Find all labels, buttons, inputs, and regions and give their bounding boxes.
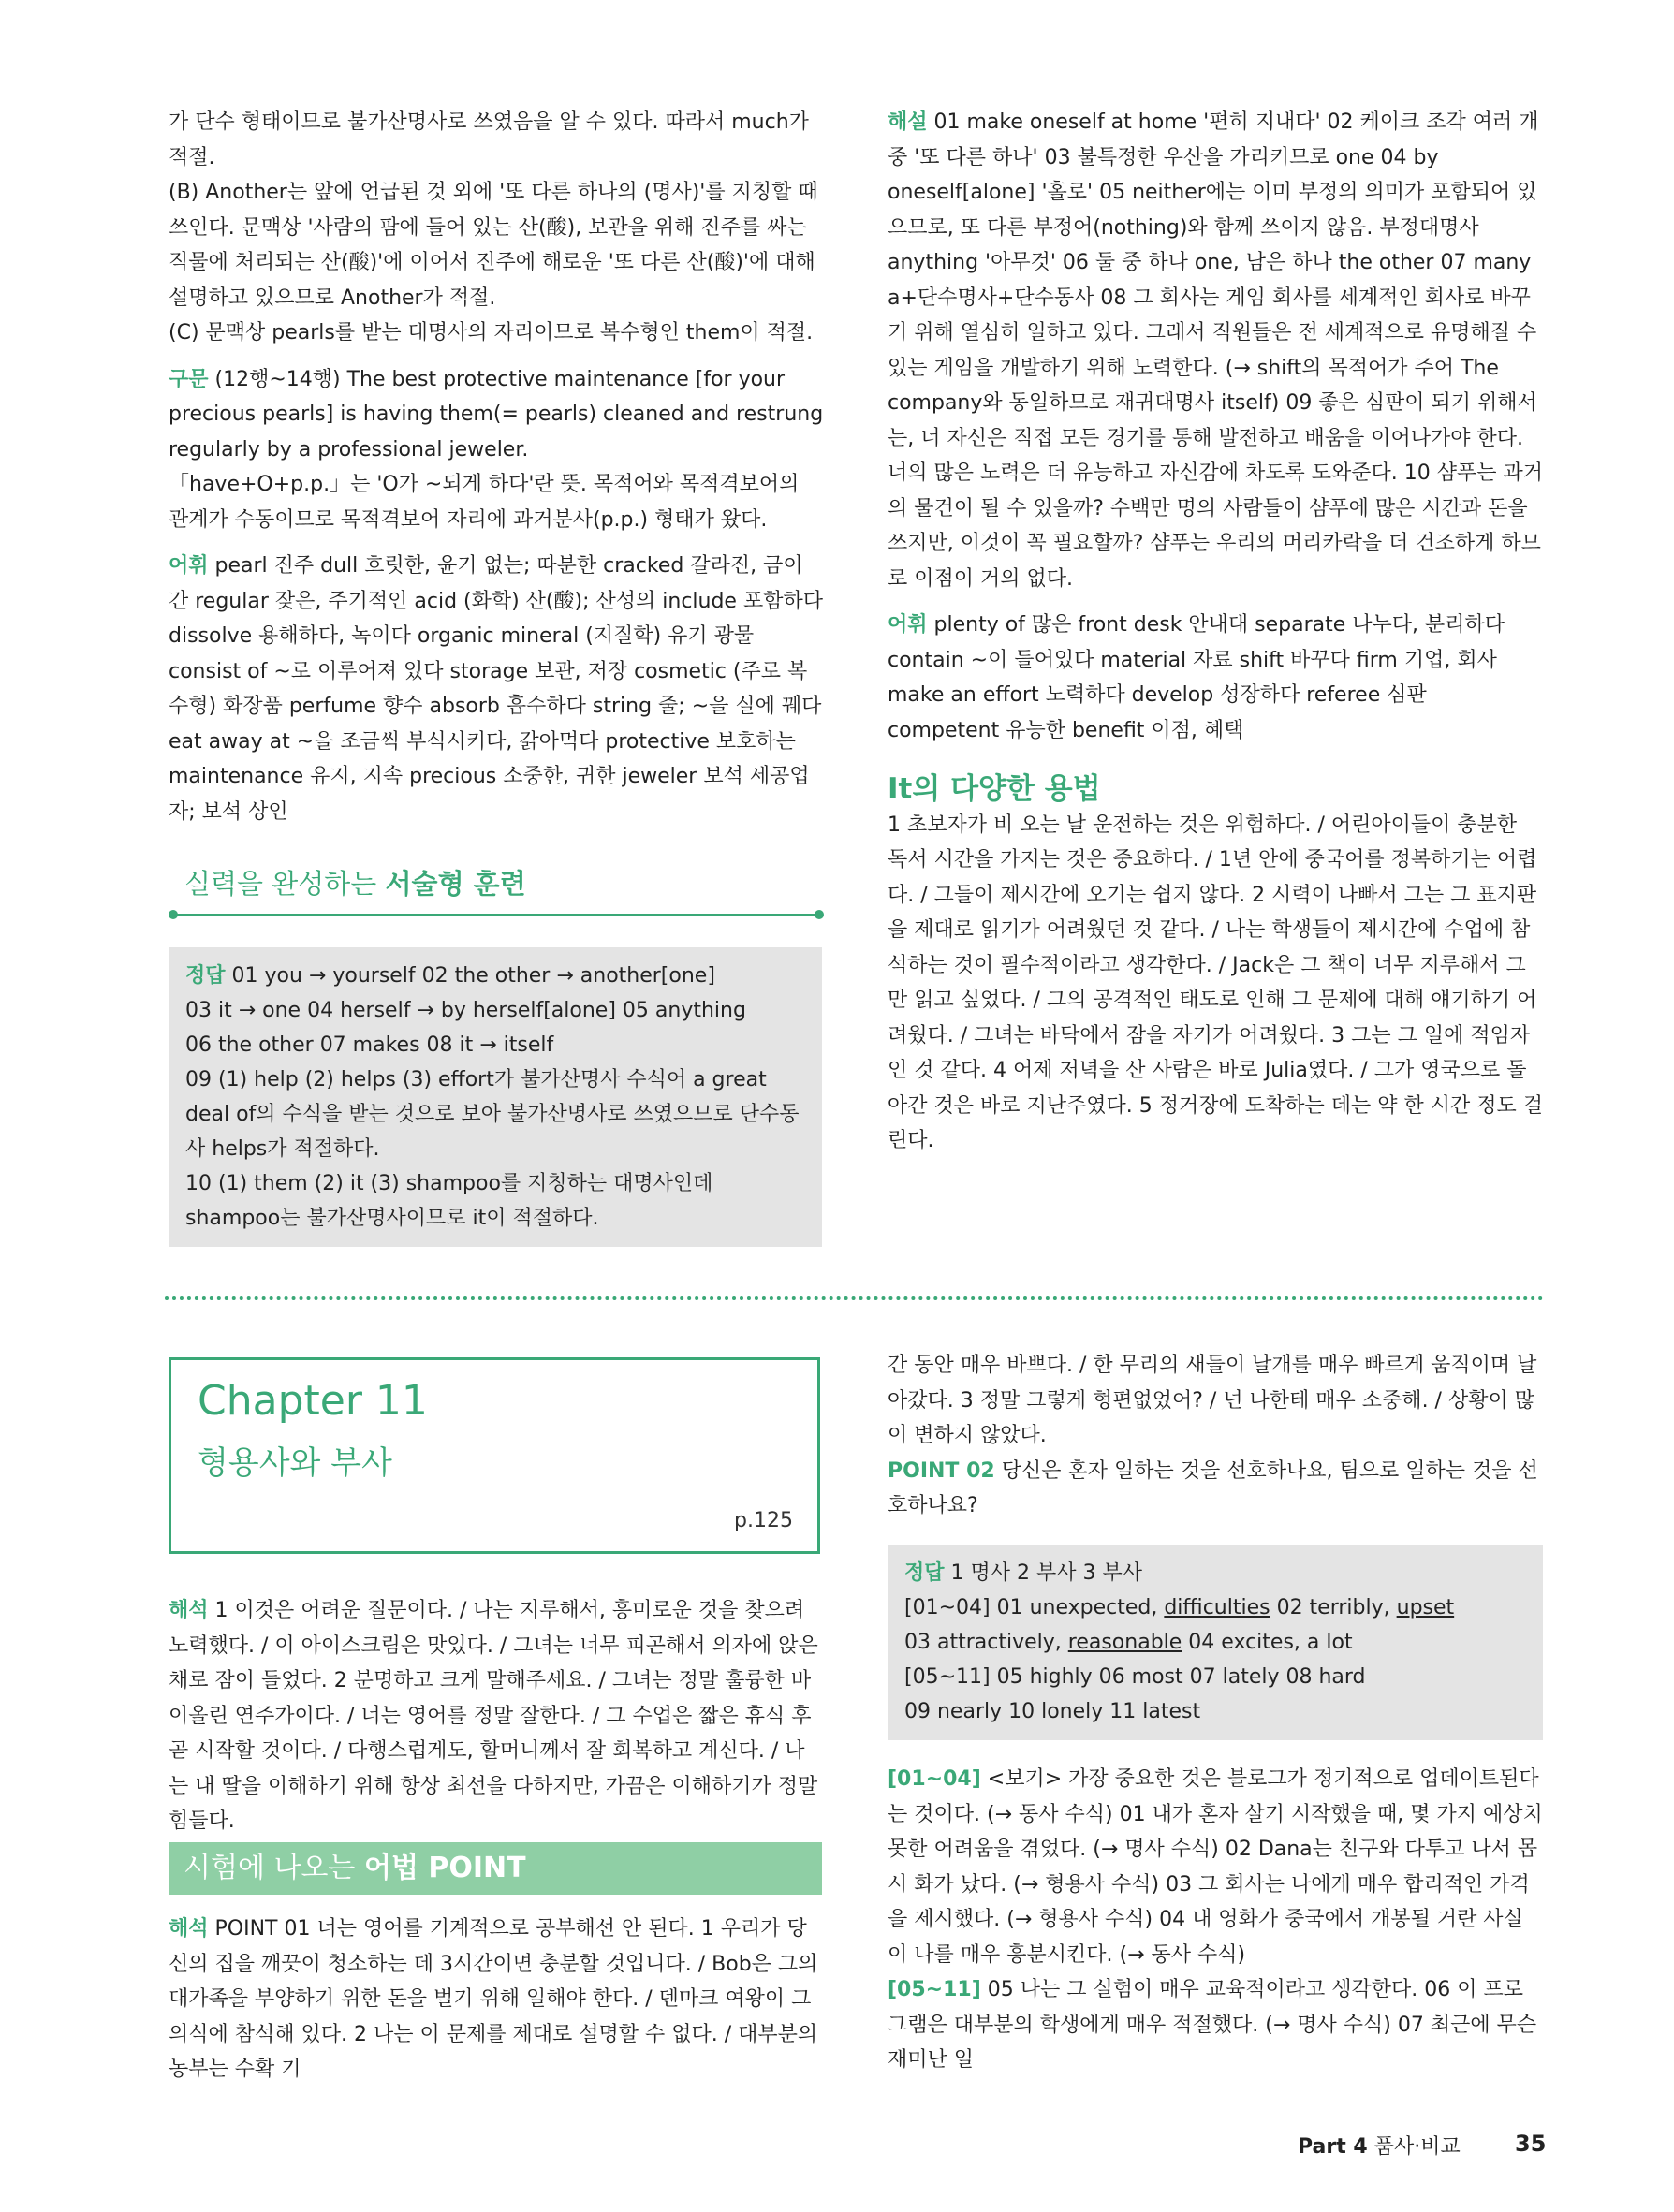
answer-line: [05~11] 05 highly 06 most 07 lately 08 hard (904, 1665, 1366, 1689)
writing-section-title (184, 863, 526, 901)
explanation-group (888, 1762, 1543, 1972)
vocabulary (888, 608, 1543, 748)
continued-text: 간 동안 매우 바쁘다. / 한 무리의 새들이 날개를 매우 빠르게 움직이며 날아갔다. 3 정말 그렇게 형편없었어? / 넌 나한테 매우 소중해. / 상황이 많이 변하지 않았다. (888, 1354, 1537, 1447)
underlined-answer: upset (1396, 1596, 1455, 1619)
point02-label: POINT 02 (888, 1458, 995, 1483)
writing-title-bold: 서술형 훈련 (385, 868, 526, 900)
left-column-point (169, 1912, 824, 2087)
answer-label: 정답 (904, 1561, 945, 1585)
paragraph: (C) 문맥상 pearls를 받는 대명사의 자리이므로 복수형인 them이 적절. (169, 321, 814, 344)
answer-line (185, 959, 805, 993)
underlined-answer: reasonable (1067, 1631, 1182, 1654)
explanation-group (888, 1972, 1543, 2078)
chapter-box (169, 1357, 820, 1554)
paragraph: (B) Another는 앞에 언급된 것 외에 '또 다른 하나의 (명사)'를 지칭할 때 쓰인다. 문맥상 '사람의 팜에 들어 있는 산(酸), 보관을 위해 진주를 싸는 직물에 처리되는 산(酸)'에 이어서 진주에 해로운 '또 다른 산(酸)'에 대해 설명하고 있으므로 Another가 적절. (169, 181, 818, 310)
explanation-range-label: [05~11] (888, 1978, 981, 2001)
footer (1298, 2131, 1461, 2160)
vocabulary-label: 어휘 (169, 554, 209, 578)
explanation (888, 105, 1543, 596)
vocabulary (169, 549, 824, 829)
right-column-bottom (888, 1348, 1543, 1524)
right-column-explanations (888, 1762, 1543, 2078)
point02 (888, 1454, 1543, 1524)
explanation-text: 05 나는 그 실험이 매우 교육적이라고 생각한다. 06 이 프로그램은 대부분의 학생에게 매우 적절했다. (→ 명사 수식) 07 최근에 무슨 재미난 일 (888, 1978, 1537, 2072)
explanation-text: 01 make oneself at home '편히 지내다' 02 케이크 조각 여러 개 중 '또 다른 하나' 03 불특정한 우산을 가리키므로 one 04 by oneself[alone] '홀로' 05 neither에는 이미 부정의 의미가 포함되어 있으므로, 또 다른 부정어(nothing)와 함께 쓰이지 않음. 부정대명사 anything '아무것' 06 둘 중 하나 one, 남은 하나 the other 07 many a+단수명사+단수동사 08 그 회사는 게임 회사를 세계적인 회사로 바꾸기 위해 열심히 일하고 있다. 그래서 직원들은 전 세계적으로 유명해질 수 있는 게임을 개발하기 위해 노력한다. (→ shift의 목적어가 주어 The company와 동일하므로 재귀대명사 itself) 09 좋은 심판이 되기 위해서는, 너 자신은 직접 모든 경기를 통해 발전하고 배움을 이어나가야 한다. 너의 많은 노력은 더 유능하고 자신감에 차도록 도와준다. 10 샴푸는 과거의 물건이 될 수 있을까? 수백만 명의 사람들이 샴푸에 많은 시간과 돈을 쓰지만, 이것이 꼭 필요할까? 샴푸는 우리의 머리카락을 더 건조하게 하므로 이점이 거의 없다. (888, 110, 1543, 591)
explanation-range-label: [01~04] (888, 1767, 981, 1791)
section-divider (172, 914, 820, 916)
answer-text: 03 attractively, (904, 1631, 1068, 1654)
explanation-text: <보기> 가장 중요한 것은 블로그가 정기적으로 업데이트된다는 것이다. (→ 동사 수식) 01 내가 혼자 살기 시작했을 때, 몇 가지 예상치 못한 어려움을 겪었다. (→ 명사 수식) 02 Dana는 친구와 다투고 나서 몹시 화가 났다. (→ 형용사 수식) 03 그 회사는 나에게 매우 합리적인 가격을 제시했다. (→ 형용사 수식) 04 내 영화가 중국에서 개봉될 거란 사실이 나를 매우 흥분시킨다. (→ 동사 수식) (888, 1767, 1543, 1967)
answer-line: 03 it → one 04 herself → by herself[alone] 05 anything (185, 999, 746, 1022)
answer-text: 02 terribly, (1270, 1596, 1397, 1619)
left-column-top (169, 105, 824, 829)
page-separator (165, 1296, 1544, 1300)
writing-answer-box (169, 947, 822, 1247)
vocabulary-text: pearl 진주 dull 흐릿한, 윤기 없는; 따분한 cracked 갈라진, 금이 간 regular 잦은, 주기적인 acid (화학) 산(酸); 산성의 include 포함하다 dissolve 용해하다, 녹이다 organic mineral (지질학) 유기 광물 consist of ~로 이루어져 있다 storage 보관, 저장 cosmetic (주로 복수형) 화장품 perfume 향수 absorb 흡수하다 string 줄; ~을 실에 꿰다 eat away at ~을 조금씩 부식시키다, 갉아먹다 protective 보호하는 maintenance 유지, 지속 precious 소중한, 귀한 jeweler 보석 세공업자; 보석 상인 (169, 554, 823, 824)
answer-text: 1 명사 2 부사 3 부사 (950, 1561, 1142, 1585)
right-column-top (888, 105, 1543, 1159)
vocabulary-text: plenty of 많은 front desk 안내대 separate 나누다, 분리하다 contain ~이 들어있다 material 자료 shift 바꾸다 firm 기업, 회사 make an effort 노력하다 develop 성장하다 referee 심판 competent 유능한 benefit 이점, 혜택 (888, 613, 1505, 742)
chapter-answer-box (888, 1545, 1543, 1740)
answer-text: [01~04] 01 unexpected, (904, 1596, 1165, 1619)
chapter-title: Chapter 11 (198, 1377, 428, 1425)
left-column-bottom (169, 1593, 824, 1839)
answer-line: 10 (1) them (2) it (3) shampoo를 지칭하는 대명사인데 shampoo는 불가산명사이므로 it이 적절하다. (185, 1172, 713, 1230)
it-usage-title: It의 다양한 용법 (888, 772, 1101, 806)
translation-text: 1 이것은 어려운 질문이다. / 나는 지루해서, 흥미로운 것을 찾으려 노력했다. / 이 아이스크림은 맛있다. / 그녀는 너무 피곤해서 의자에 앉은 채로 잠이 들었다. 2 분명하고 크게 말해주세요. / 그녀는 정말 훌륭한 바이올린 연주가이다. / 너는 영어를 정말 잘한다. / 그 수업은 짧은 휴식 후 곧 시작할 것이다. / 다행스럽게도, 할머니께서 잘 회복하고 계신다. / 나는 내 딸을 이해하기 위해 항상 최선을 다하지만, 가끔은 이해하기가 정말 힘들다. (169, 1599, 818, 1833)
chapter-subtitle: 형용사와 부사 (198, 1444, 392, 1482)
page-number: 35 (1515, 2131, 1547, 2157)
underlined-answer: difficulties (1164, 1596, 1270, 1619)
answer-label: 정답 (185, 964, 226, 988)
bar-title-bold: 어법 POINT (363, 1852, 526, 1884)
point02-text: 당신은 혼자 일하는 것을 선호하나요, 팀으로 일하는 것을 선호하나요? (888, 1458, 1538, 1517)
answer-line: 09 (1) help (2) helps (3) effort가 불가산명사 수식어 a great deal of의 수식을 받는 것으로 보아 불가산명사로 쓰였으므로 단수동사 helps가 적절하다. (185, 1068, 800, 1161)
bar-title-plain: 시험에 나오는 (184, 1852, 356, 1884)
point-translation (169, 1912, 824, 2087)
paragraph: 가 단수 형태이므로 불가산명사로 쓰였음을 알 수 있다. 따라서 much가 적절. (169, 110, 809, 169)
grammar-point-bar (169, 1842, 822, 1895)
answer-line: 09 nearly 10 lonely 11 latest (904, 1700, 1201, 1723)
point-translation-text: POINT 01 너는 영어를 기계적으로 공부해선 안 된다. 1 우리가 당신의 집을 깨끗이 청소하는 데 3시간이면 충분할 것입니다. / Bob은 그의 대가족을 부양하기 위한 돈을 벌기 위해 일해야 한다. / 덴마크 여왕이 그 의식에 참석해 있다. 2 나는 이 문제를 제대로 설명할 수 없다. / 대부분의 농부는 수확 기 (169, 1917, 818, 2081)
answer-text: 04 excites, (1182, 1631, 1307, 1654)
structure-note (169, 362, 824, 468)
explanation-label: 해설 (888, 110, 928, 134)
it-usage-text: 1 초보자가 비 오는 날 운전하는 것은 위험하다. / 어린아이들이 충분한 독서 시간을 가지는 것은 중요하다. / 1년 안에 중국어를 정복하기는 어렵다. / 그들이 제시간에 오기는 쉽지 않다. 2 시력이 나빠서 그는 그 표지판을 제대로 읽기가 어려웠던 것 같다. / 나는 학생들이 제시간에 수업에 참석하는 것이 필수적이라고 생각한다. / Jack은 그 책이 너무 지루해서 그만 읽고 싶었다. / 그의 공격적인 태도로 인해 그 문제에 대해 얘기하기 어려웠다. / 그녀는 바닥에서 잠을 자기가 어려웠다. 3 그는 그 일에 적임자인 것 같다. 4 어제 저녁을 산 사람은 바로 Julia였다. / 그가 영국으로 돌아간 것은 바로 지난주였다. 5 정거장에 도착하는 데는 약 한 시간 정도 걸린다. (888, 813, 1543, 1152)
structure-text: (12행~14행) The best protective maintenance [for your precious pearls] is having them(= pearls) cleaned and restrung regularly by a professional jeweler. (169, 367, 824, 461)
footer-part: Part 4 (1298, 2135, 1368, 2159)
vocabulary-label: 어휘 (888, 613, 928, 637)
structure-explanation: 「have+O+p.p.」는 'O가 ~되게 하다'란 뜻. 목적어와 목적격보어의 관계가 수동이므로 목적격보어 자리에 과거분사(p.p.) 형태가 왔다. (169, 473, 800, 532)
translation (169, 1593, 824, 1839)
answer-line (904, 1625, 1526, 1660)
answer-line (904, 1556, 1526, 1590)
footer-part-title: 품사·비교 (1373, 2135, 1461, 2159)
answer-line: 06 the other 07 makes 08 it → itself (185, 1033, 554, 1057)
divider-dot-left (169, 910, 178, 919)
writing-title-plain: 실력을 완성하는 (184, 868, 377, 900)
answer-line (904, 1590, 1526, 1625)
chapter-page-ref: p.125 (734, 1509, 793, 1532)
translation-label: 해석 (169, 1599, 209, 1622)
answer-text: a lot (1306, 1631, 1353, 1654)
point-translation-label: 해석 (169, 1917, 209, 1941)
divider-dot-right (815, 910, 824, 919)
answer-text: 01 you → yourself 02 the other → another[one] (231, 964, 715, 988)
structure-label: 구문 (169, 367, 209, 391)
